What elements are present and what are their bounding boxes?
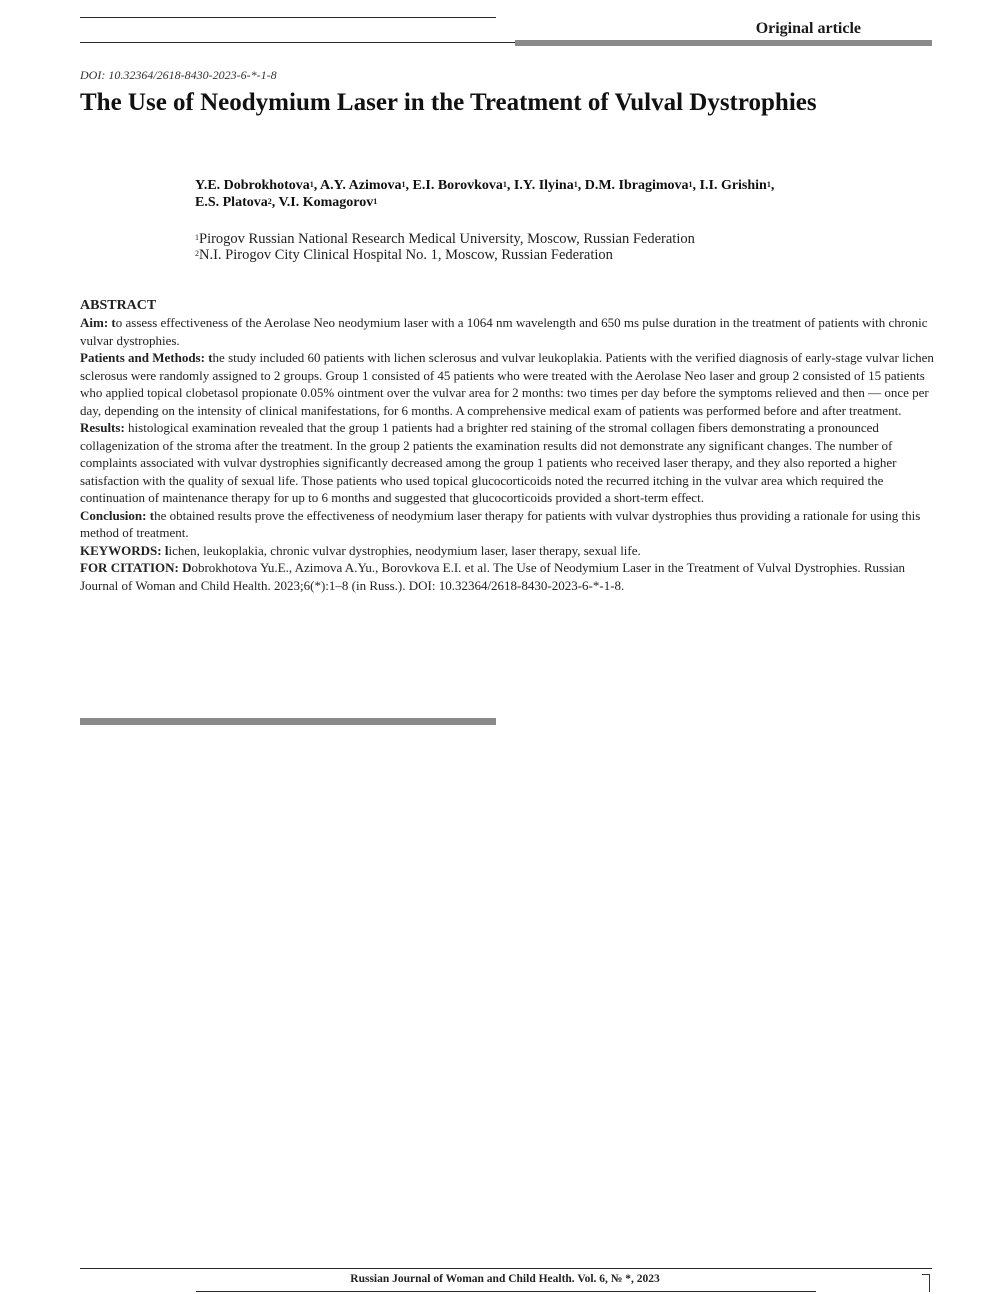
affiliation-number: 2 xyxy=(195,249,199,258)
abstract-section-text: he study included 60 patients with lichen sclerosus and vulvar leukoplakia. Patients with the verified diagnosis of early-stage vulvar lichen sclerosus were randomly assigned to 2 groups. Group 1 consisted of 45 patients who were treated with the Aerolase Neo laser and group 2 consisted of 15 patients who applied topical clobetasol propionate 0.05% ointment over the vulvar area for 2 months: two times per day before the symptoms relieved and then — once per day, depending on the intensity of clinical manifestations, for 6 months. A comprehensive medical exam of patients was performed before and after treatment. xyxy=(80,350,934,418)
abstract-section-lead: D xyxy=(178,560,192,575)
author-affiliation-mark: 1 xyxy=(373,197,378,206)
author-affiliation-mark: 1 xyxy=(573,180,578,189)
section-label: Original article xyxy=(755,20,861,37)
abstract-section-text: histological examination revealed that the group 1 patients had a brighter red staining of the stromal collagen fibers demonstrating a pronounced collagenization of the stroma after the treatment. In the group 2 patients the examination results did not demonstrate any significant changes. The number of complaints associated with vulvar dystrophies significantly decreased among the group 1 patients who received laser therapy, and they also reported a higher satisfaction with the quality of sexual life. Those patients who used topical glucocorticoids noted the recurred itching in the vulvar area which required the continuation of maintenance therapy for up to 6 months and suggested that glucocorticoids provided a short-term effect. xyxy=(80,420,897,505)
author-affiliation-mark: 1 xyxy=(401,180,406,189)
author-name: E.I. Borovkova xyxy=(412,178,503,193)
abstract-section-label: FOR CITATION: xyxy=(80,560,179,575)
abstract-section-lead: t xyxy=(108,315,116,330)
abstract-section xyxy=(80,559,934,594)
journal-footer: Russian Journal of Woman and Child Health. Vol. 6, № *, 2023 xyxy=(350,1273,660,1285)
affiliation-text: Pirogov Russian National Research Medical University, Moscow, Russian Federation xyxy=(199,231,695,247)
author-name: A.Y. Azimova xyxy=(320,178,402,193)
author-affiliation-mark: 1 xyxy=(766,180,771,189)
abstract-section-text: ichen, leukoplakia, chronic vulvar dystrophies, neodymium laser, laser therapy, sexual life. xyxy=(168,542,641,558)
article-title: The Use of Neodymium Laser in the Treatment of Vulval Dystrophies xyxy=(80,89,817,116)
abstract-section-lead: l xyxy=(161,542,169,558)
abstract-section xyxy=(80,507,934,542)
abstract-section-label: Aim: xyxy=(80,315,109,330)
footer-top-rule xyxy=(80,1268,932,1269)
abstract-section-label: Conclusion: xyxy=(80,507,147,523)
author-name: I.Y. Ilyina xyxy=(513,178,574,193)
footer-bottom-rule xyxy=(196,1291,816,1292)
author-affiliation-mark: 2 xyxy=(267,197,272,206)
abstract-sections xyxy=(80,314,934,594)
abstract-section xyxy=(80,542,934,560)
author-affiliation-mark: 1 xyxy=(309,180,314,189)
abstract-section-label: KEYWORDS: xyxy=(80,542,162,558)
author-affiliation-mark: 1 xyxy=(502,180,507,189)
page-corner-mark xyxy=(922,1274,930,1292)
abstract-section xyxy=(80,349,934,419)
author-name: V.I. Komagorov xyxy=(278,195,374,210)
abstract-section xyxy=(80,419,934,507)
author-name: I.I. Grishin xyxy=(699,178,767,193)
abstract-section xyxy=(80,314,934,349)
abstract-section-label: Results: xyxy=(80,420,125,435)
author-name: E.S. Platova xyxy=(195,195,268,210)
abstract-section-text: he obtained results prove the effectiveness of neodymium laser therapy for patients with vulvar dystrophies thus providing a rationale for using this method of treatment. xyxy=(80,507,921,540)
header-accent-bar xyxy=(515,40,932,46)
header-top-rule xyxy=(80,17,496,18)
abstract-section-lead: t xyxy=(146,507,155,523)
abstract-section-lead: t xyxy=(204,350,213,365)
affiliation-number: 1 xyxy=(195,233,199,242)
abstract-heading: ABSTRACT xyxy=(80,298,157,313)
abstract-end-bar xyxy=(80,718,496,725)
abstract-section-label: Patients and Methods: xyxy=(80,350,205,365)
author-affiliation-mark: 1 xyxy=(688,180,693,189)
author-name: Y.E. Dobrokhotova xyxy=(195,178,310,193)
abstract xyxy=(80,297,934,594)
abstract-section-text: obrokhotova Yu.E., Azimova A.Yu., Borovkova E.I. et al. The Use of Neodymium Laser in the Treatment of Vulval Dystrophies. Russian Journal of Woman and Child Health. 2023;6(*):1–8 (in Russ.). DOI: 10.32364/2618-8430-2023-6-*-1-8. xyxy=(80,560,905,593)
abstract-section-text: o assess effectiveness of the Aerolase Neo neodymium laser with a 1064 nm wavelength and 650 ms pulse duration in the treatment of patients with chronic vulvar dystrophies. xyxy=(80,315,928,348)
doi-line: DOI: 10.32364/2618-8430-2023-6-*-1-8 xyxy=(80,68,277,82)
author-name: D.M. Ibragimova xyxy=(584,178,689,193)
affiliation-text: N.I. Pirogov City Clinical Hospital No. 1, Moscow, Russian Federation xyxy=(199,247,613,263)
affiliation xyxy=(195,247,915,263)
author-list: Y.E. Dobrokhotova$^1$, A.Y. Azimova$^1$, E.I. Borovkova$^1$, I.Y. Ilyina$^1$, D.M. Ibragimova$^1$, I.I. Grishin$^1$, E.S. Platova$^2$, V.I. Komagorov$^1$ xyxy=(195,178,775,210)
affiliation-list xyxy=(195,231,915,263)
affiliation xyxy=(195,231,915,247)
